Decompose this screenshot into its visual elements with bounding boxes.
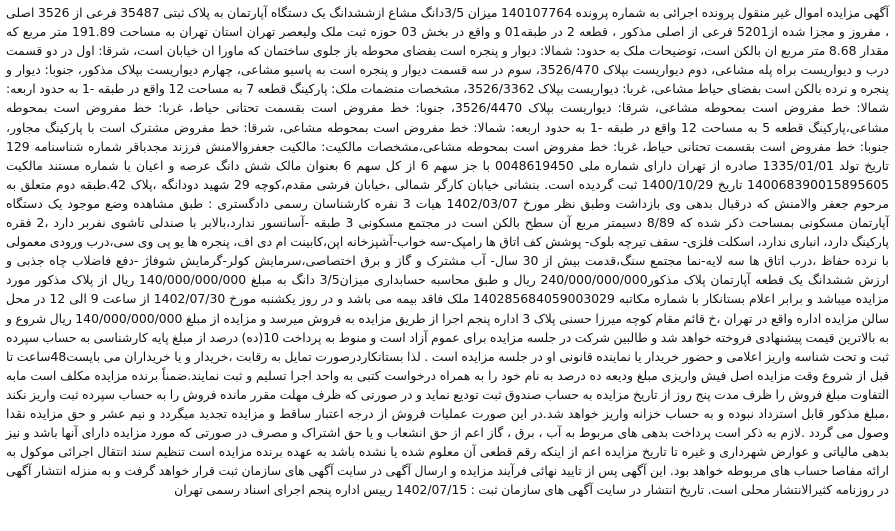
auction-notice-text: آگهی مزایده اموال غیر منقول پرونده اجرائی به شماره پرونده 140107764 میزان 3/5دانگ مشاع ازششدانگ یک دستگاه آپارتمان به پلاک ثبتی 35487 فرعی از 3526 اصلی ، مفروز و مجزا شده از5201 فرعی از اصلی مذکور ، قطعه 2 در طبقه01 و واقع در بخش 03 حوزه ثبت ملک ولیعصر تهران استان تهران به مساحت 191.89 متر مربع که مقدار 8.68 متر مربع ان بالکن است، توضیحات ملک به حدود: شمالا: دیوار و پنجره است بفضای محوطه باز جلوی ساختمان که ماورا ان خیابان است، شرقا: اول در دو قسمت درب و دیواریست براه پله مشاعی، دوم دیواریست بپلاک 3526/470، سوم در سه قسمت دیوار و پنجره است به پاسیو مشاعی، چهارم دیواریست بپلاک مذکور، جنوبا: دیوار و پنجره و نرده بالکن است بفضای حیاط مشاعی، غربا: دیواریست بپلاک 3526/3362، مشخصات منضمات ملک: پارکینگ قطعه 7 به مساحت 12 واقع در طبقه -1 به حدود اربعه: شمالا: خط مفروض است بمحوطه مشاعی، شرقا: دیواریست بپلاک 3526/4470، جنوبا: خط مفروض است بقسمت تحتانی حیاط، غربا: خط مفروض است بمحوطه مشاعی،پارکینگ قطعه 5 به مساحت 12 واقع در طبقه -1 به حدود اربعه: شمالا: خط مفروض است بمحوطه مشاعی، شرقا: خط مفروض مشترک است با پارکینگ مجاور، جنوبا: خط مفروض است بقسمت تحتانی حیاط، غربا: خط مفروض است بمحوطه مشاعی،مشخصات مالکیت: مالکیت جعفروالامنش فرزند مجدباقر شماره شناسنامه 129 تاریخ تولد 1335/01/01 صادره از تهران دارای شماره ملی 0048619450 با جز سهم 6 از کل سهم 6 بعنوان مالک شش دانگ عرصه و اعیان با شماره مستند مالکیت 140068390015895605 تاریخ 1400/10/29 ثبت گردیده است. بنشانی خیابان کارگر شمالی ،خیابان فرشی مقدم،کوچه 29 شهید دودانگه ،پلاک 42.طبقه دوم متعلق به مرحوم جعفر والامنش که درقبال بدهی وی بازداشت وطبق نظر مورخ 1402/03/07 هیات 3 نفره کارشناسان رسمی دادگستری : طبق مشاهده وضع موجود یک دستگاه آپارتمان مسکونی بمساحت ذکر شده که 8/89 دسیمتر مربع آن سطح بالکن است در مجتمع مسکونی 3 طبقه -آسانسور ندارد،بالابر با صندلی تاشوی نفربر دارد ،2 فقره پارکینگ دارد، انباری ندارد، اسکلت فلزی- سقف تیرچه بلوک- پوشش کف اتاق ها رامپک-سه خواب-آشپزخانه اپن،کابینت ام دی اف، پنجره ها یو پی وی سی،درب ورودی معمولی با نرده حفاظ ،درب اتاق ها سه لایه-نما مجتمع سنگ،قدمت بیش از 30 سال- آب مشترک و گاز و برق اختصاصی،سرمایش کولر-گرمایش شوفاژ -دفع فاضلاب چاه جذبی و ارزش ششدانگ یک قطعه آپارتمان پلاک مذکور240/000/000/000 ریال و طبق محاسبه حسابداری میزان3/5 دانگ به مبلغ 140/000/000/000 ریال از پلاک مذکور مورد مزایده میباشد و برابر اعلام بستانکار با شماره مکاتبه 140285684059003029 ملک فاقد بیمه می باشد و در روز یکشنبه مورخ 1402/07/30 از ساعت 9 الی 12 در محل سالن مزایده اداره واقع در تهران ،خ قائم مقام کوچه میرزا حسنی پلاک 3 اداره پنجم اجرا از طریق مزایده به فروش میرسد و مزایده از مبلغ 140/000/000/000 ریال شروع و به بالاترین قیمت پیشنهادی فروخته خواهد شد و طالبین شرکت در جلسه مزایده برای عموم آزاد است و منوط به پرداخت 10(ده) درصد از مبلغ پایه کارشناسی به حساب سپرده ثبت و تحت شناسه واریز اعلامی و حضور خریدار یا نماینده قانونی او در جلسه مزایده است . لذا بستانکاردرصورت تمایل به رقابت ،خریدار و یا خریداران می بایست48ساعت تا قبل از شروع وقت مزایده اصل فیش واریزی مبلغ ودیعه ده درصد به نام خود را به همراه درخواست کتبی به واحد اجرا تسلیم و ثبت نمایند.ضمناً برنده مزایده مکلف است مابه التفاوت مبلغ فروش را ظرف مدت پنج روز از تاریخ مزایده به حساب صندوق ثبت تودیع نماید و در صورتی که ظرف مهلت مقرر مانده فروش را به حساب سپرده ثبت واریز نکند ،مبلغ مذکور قابل استرداد نبوده و به حساب خزانه واریز خواهد شد.در این صورت عملیات فروش از درجه اعتبار ساقط و مزایده تجدید میگردد و نیم عشر و حق مزایده نقدا وصول می گردد .لازم به ذکر است پرداخت بدهی های مربوط به آب ، برق ، گاز اعم از حق انشعاب و یا حق اشتراک و مصرف در صورتی که مورد مزایده دارای آنها باشد و نیز بدهی مالیاتی و عوارض شهرداری و غیره تا تاریخ مزایده اعم از اینکه رقم قطعی آن معلوم شده یا نشده باشد به عهده برنده مزایده است تنظیم سند انتقال اجرائی موکول به ارائه مفاصا حساب های مربوطه خواهد بود. این آگهی پس از تایید نهائی فرآیند مزایده و ارسال آگهی در سایت آگهی های سازمان ثبت قرار خواهد گرفت و به منزله انتشار آگهی در روزنامه کثیرالانتشار محلی است. تاریخ انتشار در سایت آگهی های سازمان ثبت : 1402/07/15 رییس اداره پنجم اجرای اسناد رسمی تهران: [6, 5, 890, 498]
